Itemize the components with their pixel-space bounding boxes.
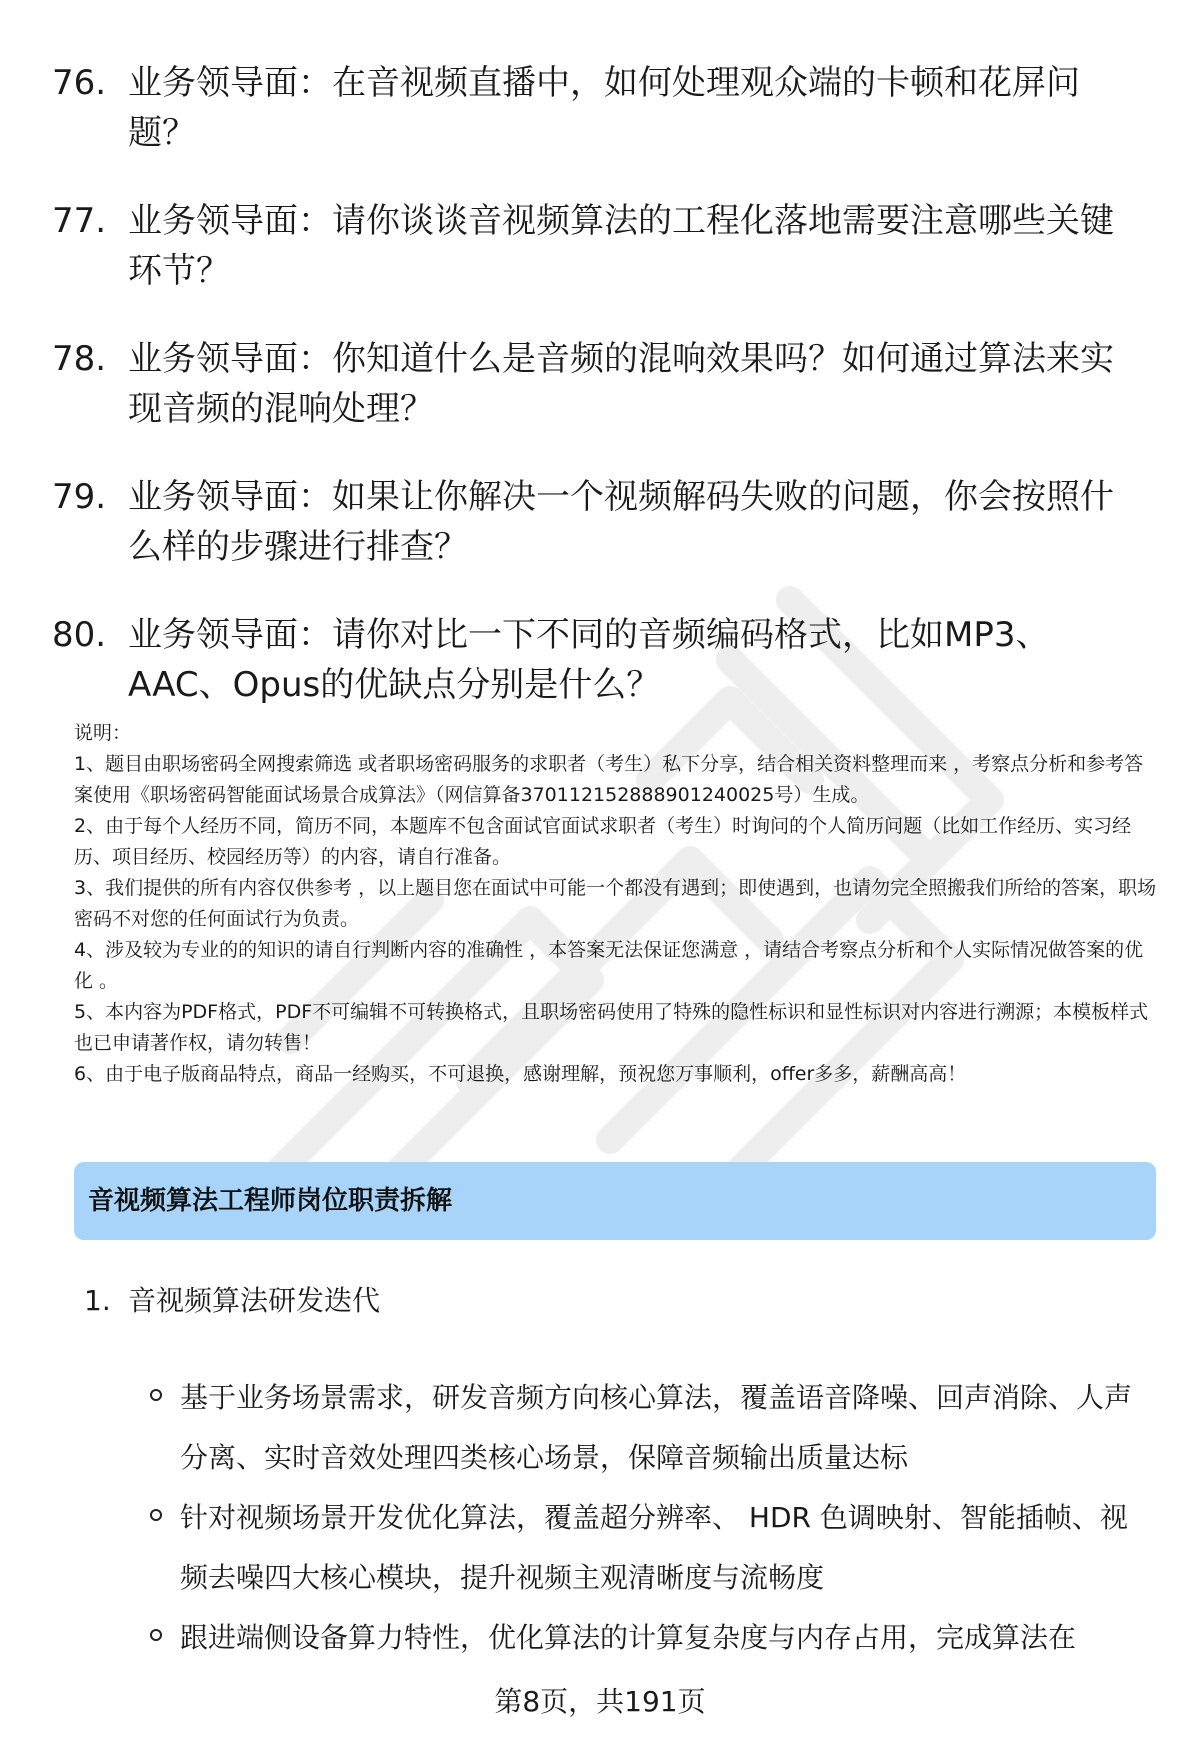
question-item [52, 610, 1152, 710]
page-number: 第8页，共191页 [494, 1685, 706, 1718]
question-number: 79. [52, 477, 107, 517]
note-item: 6、由于电子版商品特点，商品一经购买，不可退换，感谢理解，预祝您万事顺利，offer多多，薪酬高高！ [74, 1063, 967, 1085]
bullet-item [150, 1608, 1150, 1668]
question-item [52, 58, 1152, 158]
responsibility-bullets [150, 1368, 1150, 1668]
bullet-circle-icon [150, 1389, 162, 1401]
question-item [52, 472, 1152, 572]
note-item: 1、题目由职场密码全网搜索筛选 或者职场密码服务的求职者（考生）私下分享，结合相关资料整理而来 ，考察点分析和参考答案使用《职场密码智能面试场景合成算法》（网信算备370112152888901240025号）生成。 [74, 753, 1144, 806]
question-text: 业务领导面：如果让你解决一个视频解码失败的问题，你会按照什么样的步骤进行排查？ [128, 477, 1114, 567]
question-item [52, 196, 1152, 296]
responsibility-number: 1. [84, 1284, 111, 1317]
bullet-text: 针对视频场景开发优化算法，覆盖超分辨率、 HDR 色调映射、智能插帧、视频去噪四大核心模块，提升视频主观清晰度与流畅度 [180, 1501, 1128, 1594]
question-list [52, 58, 1152, 748]
responsibility-title: 音视频算法研发迭代 [128, 1284, 381, 1317]
note-item: 2、由于每个人经历不同，简历不同，本题库不包含面试官面试求职者（考生）时询问的个人简历问题（比如工作经历、实习经历、项目经历、校园经历等）的内容，请自行准备。 [74, 815, 1132, 868]
bullet-text: 跟进端侧设备算力特性，优化算法的计算复杂度与内存占用，完成算法在 [180, 1621, 1077, 1654]
question-item [52, 334, 1152, 434]
question-number: 80. [52, 615, 107, 655]
section-title: 音视频算法工程师岗位职责拆解 [88, 1186, 453, 1216]
bullet-item [150, 1488, 1150, 1608]
question-text: 业务领导面：在音视频直播中，如何处理观众端的卡顿和花屏问题？ [128, 63, 1080, 153]
responsibility-heading [84, 1279, 380, 1323]
notes-section [74, 718, 1159, 1090]
bullet-text: 基于业务场景需求，研发音频方向核心算法，覆盖语音降噪、回声消除、人声分离、实时音效处理四类核心场景，保障音频输出质量达标 [180, 1381, 1133, 1474]
question-text: 业务领导面：你知道什么是音频的混响效果吗？如何通过算法来实现音频的混响处理？ [128, 339, 1114, 429]
question-text: 业务领导面：请你对比一下不同的音频编码格式，比如MP3、AAC、Opus的优缺点分别是什么？ [128, 615, 1050, 705]
question-number: 77. [52, 201, 107, 241]
bullet-circle-icon [150, 1629, 162, 1641]
notes-title: 说明： [74, 722, 132, 744]
question-number: 76. [52, 63, 107, 103]
bullet-item [150, 1368, 1150, 1488]
note-item: 5、本内容为PDF格式，PDF不可编辑不可转换格式，且职场密码使用了特殊的隐性标识和显性标识对内容进行溯源；本模板样式也已申请著作权，请勿转售！ [74, 1001, 1149, 1054]
note-item: 3、我们提供的所有内容仅供参考 ，以上题目您在面试中可能一个都没有遇到；即使遇到，也请勿完全照搬我们所给的答案，职场密码不对您的任何面试行为负责。 [74, 877, 1157, 930]
section-header-bar [74, 1162, 1156, 1240]
question-text: 业务领导面：请你谈谈音视频算法的工程化落地需要注意哪些关键环节？ [128, 201, 1114, 291]
bullet-circle-icon [150, 1509, 162, 1521]
note-item: 4、涉及较为专业的的知识的请自行判断内容的准确性 ，本答案无法保证您满意 ，请结合考察点分析和个人实际情况做答案的优化 。 [74, 939, 1144, 992]
question-number: 78. [52, 339, 107, 379]
